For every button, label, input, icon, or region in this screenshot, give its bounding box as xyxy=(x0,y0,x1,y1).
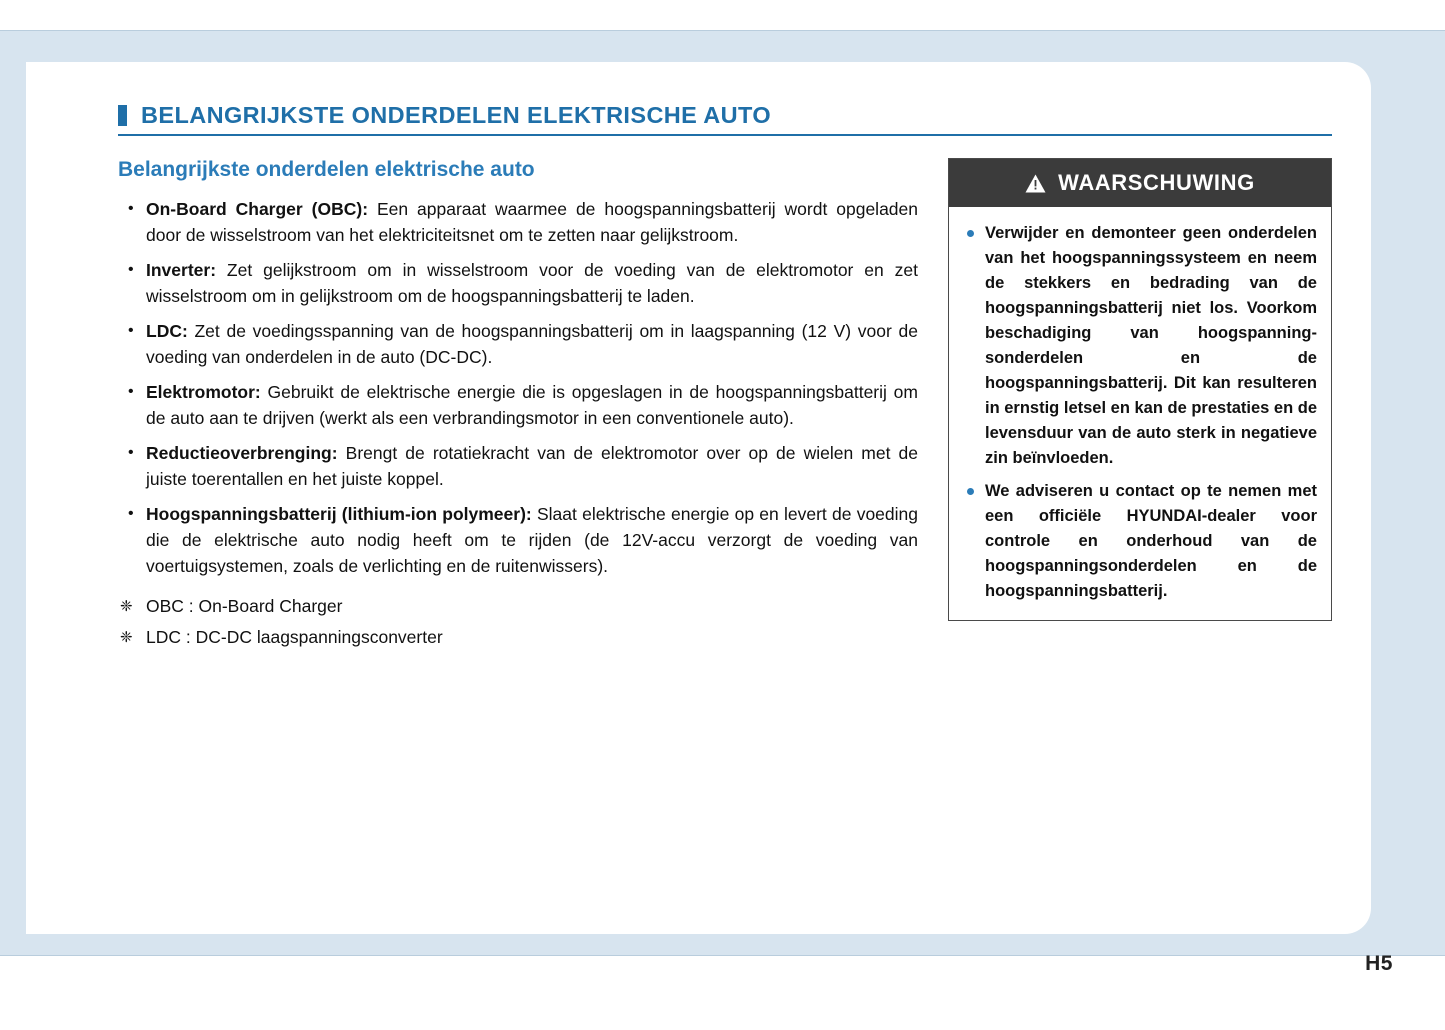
list-item-text: Slaat elektrische energie op en levert de voeding die de elektrische auto nodig heeft om te rijden (de 12V-accu verzorgt de voeding van voertuigsystemen, zoals de verlichting en de ruitenwissers). xyxy=(146,504,918,576)
page-title: BELANGRIJKSTE ONDERDELEN ELEKTRISCHE AUTO xyxy=(141,102,772,128)
component-list xyxy=(118,196,918,579)
section-heading: Belangrijkste onderdelen elektrische auto xyxy=(118,158,535,181)
list-item-text: Een apparaat waarmee de hoogspanningsbatterij wordt opgeladen door de wisselstroom van het elektriciteitsnet om te zetten naar gelijkstroom. xyxy=(146,199,918,245)
list-item-text: Zet de voedingsspanning van de hoogspanningsbatterij om in laagspanning (12 V) voor de voeding van onderdelen in de auto (DC-DC). xyxy=(146,321,918,367)
list-item xyxy=(118,501,918,579)
list-item-term: Reductieoverbrenging: xyxy=(146,443,338,463)
list-item xyxy=(118,196,918,248)
page-band-bottom xyxy=(0,955,1445,1030)
footnote-item: ❈ OBC : On-Board Charger xyxy=(118,591,918,622)
list-item xyxy=(118,379,918,431)
page-rule-bottom xyxy=(0,955,1445,956)
warning-header xyxy=(949,159,1331,207)
list-item-term: Inverter: xyxy=(146,260,217,280)
list-item-text: Gebruikt de elektrische energie die is opgeslagen in de hoogspanningsbatterij om de auto aan te drijven (werkt als een verbrandingsmotor in een conventionele auto). xyxy=(146,382,918,428)
list-item: Verwijder en demonteer geen onderdelen van het hoogspanningssysteem en neem de stekkers en bedrading van de hoogspanningsbatterij niet los. Voorkom beschadiging van hoogspanning-sonderdelen en de hoogspanningsbatterij. Dit kan resulteren in ernstig letsel en kan de prestaties en de levensduur van de auto sterk in negatieve zin beïnvloeden. xyxy=(959,221,1317,471)
list-item xyxy=(118,257,918,309)
chapter-divider xyxy=(118,134,1332,136)
list-item-text: Zet gelijkstroom om in wisselstroom voor de voeding van de elektromotor en zet wisselstroom om in gelijkstroom om de hoogspanningsbatterij te laden. xyxy=(146,260,918,306)
list-item-term: Elektromotor: xyxy=(146,382,261,402)
warning-list xyxy=(959,221,1317,604)
chapter-header xyxy=(118,102,1332,136)
list-item-term: LDC: xyxy=(146,321,188,341)
footnote-item: ❈ LDC : DC-DC laagspanningsconverter xyxy=(118,622,918,653)
warning-box xyxy=(948,158,1332,621)
warning-triangle-icon xyxy=(1025,174,1046,193)
warning-body xyxy=(949,207,1331,620)
page-number: H5 xyxy=(1365,952,1393,975)
list-item: We adviseren u contact op te nemen met een officiële HYUNDAI-dealer voor controle en onderhoud van de hoogspanningsonderdelen en de hoogspanningsbatterij. xyxy=(959,479,1317,604)
list-item xyxy=(118,318,918,370)
main-content-column xyxy=(118,158,918,653)
chapter-marker-icon xyxy=(118,105,127,126)
chapter-title-row xyxy=(118,102,1332,129)
list-item-text: Brengt de rotatiekracht van de elektromotor over op de wielen met de juiste toerentallen en het juiste koppel. xyxy=(146,443,918,489)
warning-title: WAARSCHUWING xyxy=(1058,170,1255,195)
footnote-list xyxy=(118,591,918,653)
list-item-term: On-Board Charger (OBC): xyxy=(146,199,369,219)
page-spine xyxy=(26,62,28,934)
page-rule-top xyxy=(0,30,1445,31)
list-item-term: Hoogspanningsbatterij (lithium-ion polymeer): xyxy=(146,504,532,524)
list-item xyxy=(118,440,918,492)
page-band-top xyxy=(0,0,1445,30)
